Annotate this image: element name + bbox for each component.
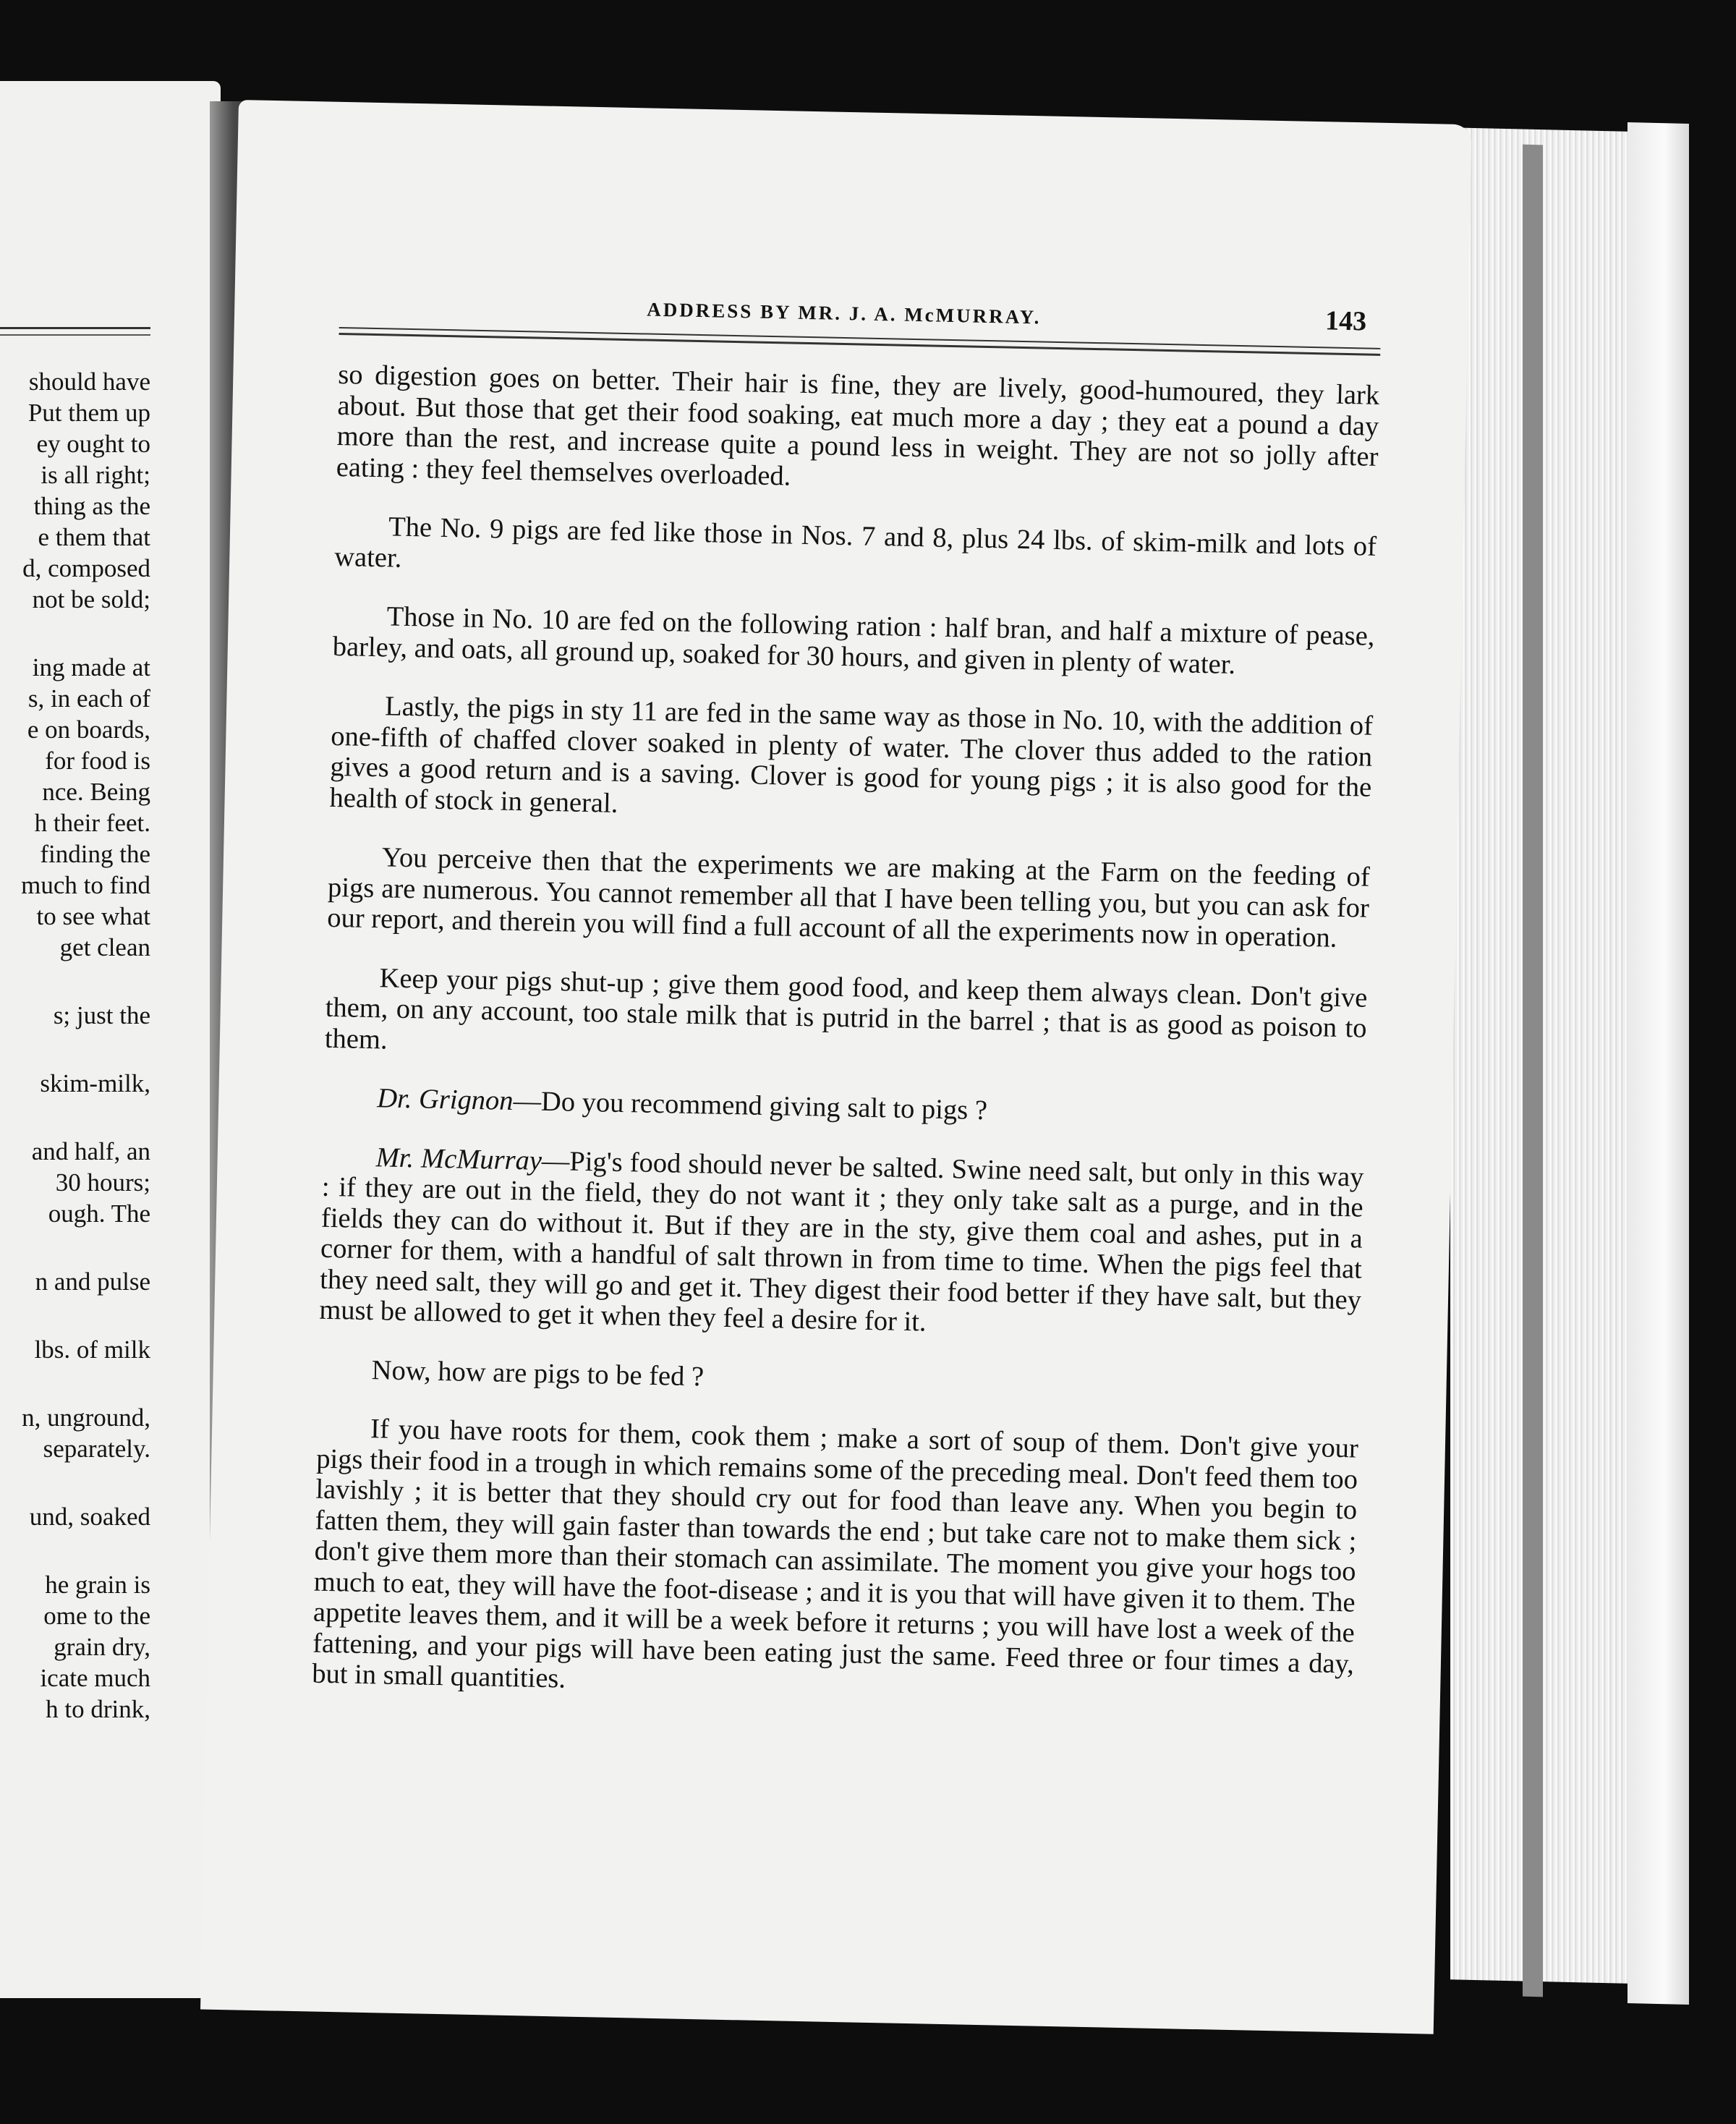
left-page-line: nce. Being <box>42 778 150 806</box>
speaker-name: Dr. Grignon <box>376 1083 514 1117</box>
left-page-line: s, in each of <box>27 684 150 713</box>
left-page-line: lbs. of milk <box>34 1335 150 1364</box>
left-page-rule <box>0 327 150 329</box>
left-page-line: should have <box>28 368 150 396</box>
dialogue-paragraph <box>323 1082 1366 1134</box>
left-page-line: skim-milk, <box>40 1069 150 1097</box>
left-page-line: to see what <box>36 902 150 930</box>
left-page-line: and half, an <box>31 1137 150 1165</box>
left-page-line: grain dry, <box>54 1633 150 1661</box>
left-page-line: s; just the <box>53 1001 150 1029</box>
left-page-line: e on boards, <box>27 715 150 744</box>
paragraph: You perceive then that the experiments we are making at the Farm on the feeding of pigs are numerous. You cannot remember all that I have been telling you, but you can ask for our report, and therein you will find a full account of all the experiments now in operation. <box>326 842 1371 953</box>
paragraph-gap <box>0 1532 150 1569</box>
left-page-line: separately. <box>43 1435 150 1463</box>
dialogue-paragraph <box>319 1141 1364 1346</box>
paragraph-gap <box>0 1031 150 1068</box>
paragraph: The No. 9 pigs are fed like those in Nos. 7 and 8, plus 24 lbs. of skim-milk and lots of water. <box>333 511 1377 574</box>
body-text <box>312 360 1380 1710</box>
left-page-line: d, composed <box>22 554 150 582</box>
page-stack-band <box>1523 145 1543 1997</box>
dialogue-text: —Do you recommend giving salt to pigs ? <box>513 1086 988 1126</box>
left-page-line: e them that <box>38 523 150 551</box>
left-page-line: icate much <box>40 1664 150 1692</box>
left-page-text-fragments <box>0 366 150 1725</box>
left-page-line: ey ought to <box>36 430 150 458</box>
left-page-line: ing made at <box>32 653 150 681</box>
paragraph-gap <box>0 1464 150 1501</box>
paragraph: Keep your pigs shut-up ; give them good food, and keep them always clean. Don't give them, on any account, too stale milk that is putrid in the barrel ; that is as good as poison to them. <box>324 962 1368 1055</box>
left-page-line: h their feet. <box>34 809 150 837</box>
left-page-line: not be sold; <box>32 585 150 613</box>
paragraph: If you have roots for them, cook them ; make a sort of soup of them. Don't give your pigs their food in a trough in which remains some of the preceding meal. Don't feed them too lavishly ; it is better that they should cry out for food than leave any. When you begin to fatten them, they will gain faster than towards the end ; but take care not to make them sick ; don't give them more than their stomach can assimilate. The moment you give your hogs too much to eat, they will have the foot-disease ; and it is you that will have given it to them. The appetite leaves them, and it will be a week before it returns ; you will have lost a week of the fattening, and your pigs will have been eating just the same. Feed three or four times a day, but in small quantities. <box>311 1414 1359 1694</box>
left-page-line: he grain is <box>45 1571 150 1599</box>
running-title: ADDRESS BY MR. J. A. McMURRAY. <box>646 298 1042 328</box>
left-page-line: thing as the <box>33 492 150 520</box>
paragraph: Those in No. 10 are fed on the following ration : half bran, and half a mixture of pease, barley, and oats, all ground up, soaked for 30 hours, and given in plenty of water. <box>332 601 1375 680</box>
left-page-line: much to find <box>21 871 150 899</box>
left-page-rule-secondary <box>0 334 150 336</box>
left-page-line: 30 hours; <box>55 1168 150 1197</box>
left-page-line: get clean <box>59 933 150 961</box>
left-page-line: ome to the <box>43 1602 150 1630</box>
left-page-line: und, soaked <box>29 1503 150 1531</box>
left-page-line: h to drink, <box>46 1695 150 1723</box>
paragraph: so digestion goes on better. Their hair is fine, they are lively, good-humoured, they lark about. But those that get their food soaking, eat much more a day ; they eat a pound a day more than the rest, and increase quite a pound less in weight. They are not so jolly after eating : they feel themselves overloaded. <box>336 359 1380 492</box>
left-page-line: for food is <box>45 747 150 775</box>
paragraph-gap <box>0 1365 150 1402</box>
page-content <box>311 281 1382 1738</box>
page-stack-cap <box>1628 122 1689 2005</box>
left-page-line: n, unground, <box>22 1403 150 1432</box>
paragraph-gap <box>0 963 150 1000</box>
left-page-line: n and pulse <box>35 1267 150 1296</box>
left-page-line: is all right; <box>41 461 150 489</box>
paragraph: Now, how are pigs to be fed ? <box>371 1354 705 1392</box>
paragraph-gap <box>0 1297 150 1334</box>
page-number: 143 <box>1324 305 1367 337</box>
paragraph: Lastly, the pigs in sty 11 are fed in the same way as those in No. 10, with the addition of one-fifth of chaffed clover soaked in plenty of water. The clover thus added to the ration gives a good return and is a saving. Clover is good for young pigs ; it is also good for the health of stock in general. <box>329 691 1374 819</box>
paragraph-gap <box>0 1229 150 1266</box>
dialogue-text: —Pig's food should never be salted. Swine need salt, but only in this way : if they are out in the field, they do not want it ; they only take salt as a purge, and in the fields they can do without it. But if they are in the sty, give them coal and ashes, put in a corner for them, with a handful of salt thrown in from time to time. When the pigs feel that they need salt, they will go and get it. They digest their food better if they have salt, but they must be allowed to get it when they feel a desire for it. <box>319 1145 1364 1338</box>
paragraph-gap <box>0 1099 150 1136</box>
paragraph-gap <box>0 615 150 652</box>
left-page-line: finding the <box>40 840 150 868</box>
left-page-line: ough. The <box>48 1199 150 1228</box>
left-page-line: Put them up <box>27 399 150 427</box>
speaker-name: Mr. McMurray <box>375 1142 542 1176</box>
